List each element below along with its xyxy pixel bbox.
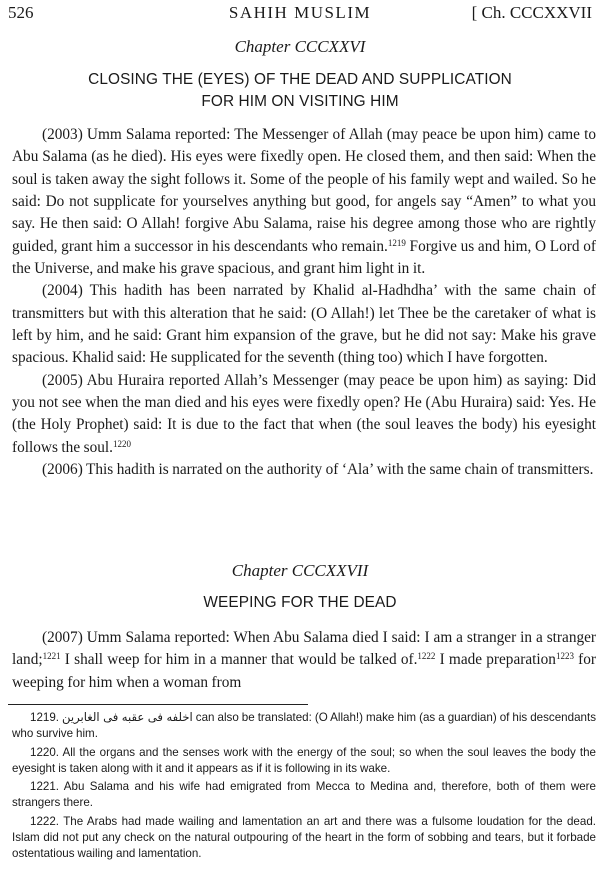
footnote-marker: 1222	[417, 651, 436, 662]
footnote-marker: 1223	[555, 651, 574, 662]
footnote: 1220. All the organs and the senses work with the energy of the soul; so when the soul leaves the body the eyesight is taken along with it and it appears as if it is following in its wake.	[12, 745, 596, 775]
paragraph-text: Forgive us and him, O Lord of the Universe, and make his grave spacious, and grant him light in it.	[12, 237, 597, 278]
paragraph-text: for weeping for him when a woman from	[12, 651, 596, 691]
paragraph-text: (2005) Abu Huraira reported Allah’s Messenger (may peace be upon him) as saying: Did you not see when the man died and his eyes were fixedly open? He (Abu Huraira) said: Yes. He (the Holy Prophet) said: It is due to the fact that when (the soul leaves the body) his eyesight follows the soul.	[12, 371, 596, 456]
footnotes	[12, 709, 596, 865]
footnote-divider	[8, 704, 308, 705]
paragraph-text: (2003) Umm Salama reported: The Messenger of Allah (may peace be upon him) came to Abu Salama (as he died). His eyes were fixedly open. He closed them, and then said: When the soul is taken away the sight follows it. Some of the people of his family wept and wailed. So he said: Do not supplicate for yourselves anything but good, for angels say “Amen” to what you say. He then said: O Allah! forgive Abu Salama, raise his degree among those who are rightly guided, grant him a successor in his descendants who remain.	[12, 126, 596, 255]
running-header	[8, 2, 592, 24]
hadith-paragraph: (2004) This hadith has been narrated by Khalid al-Hadhdha’ with the same chain of transmitters but with this alteration that he said: (O Allah!) let Thee be the caretaker of what is left by him, and he said: Grant him expansion of the grave, but he did not say: Make his grave spacious. Khalid said: He supplicated for the seventh (thing too) which I have forgotten.	[12, 282, 596, 367]
chapter-title: WEEPING FOR THE DEAD	[203, 594, 397, 611]
footnote	[12, 709, 596, 743]
book-title: SAHIH MUSLIM	[228, 3, 372, 22]
chapter-title-line: FOR HIM ON VISITING HIM	[201, 93, 399, 110]
hadith-paragraph	[12, 627, 596, 694]
paragraph-text: (2007) Umm Salama reported: When Abu Salama died I said: I am a stranger in a stranger land;	[12, 629, 596, 669]
footnote-marker: 1219	[387, 237, 406, 248]
footnote: 1222. The Arabs had made wailing and lamentation an art and there was a fulsome loudation for the dead. Islam did not put any check on the natural outpouring of the heart in the form of sobbing and tears, but it forbade ostentatious wailing and lamentation.	[12, 814, 596, 861]
footnote-marker: 1220	[112, 438, 131, 449]
chapter-title-line: CLOSING THE (EYES) OF THE DEAD AND SUPPLICATION	[88, 71, 512, 88]
hadith-paragraph	[12, 370, 596, 459]
chapter-title	[30, 69, 570, 113]
chapter-heading: Chapter CCCXXVII	[231, 561, 369, 580]
footnote-number: 1219.	[30, 711, 60, 724]
paragraph-text: I shall weep for him in a manner that would be talked of.	[60, 651, 418, 669]
footnote-marker: 1221	[42, 651, 61, 662]
chapter-body	[12, 124, 596, 482]
page-number: 526	[8, 3, 34, 22]
hadith-paragraph: (2006) This hadith is narrated on the authority of ‘Ala’ with the same chain of transmitters.	[42, 461, 594, 479]
hadith-paragraph	[12, 124, 596, 280]
footnote: 1221. Abu Salama and his wife had emigrated from Mecca to Medina and, therefore, both of them were strangers there.	[12, 780, 596, 810]
chapter-body	[12, 627, 596, 694]
chapter-heading: Chapter CCCXXVI	[234, 37, 366, 56]
footnote-text: can also be translated: (O Allah!) make him (as a guardian) of his descendants who survive him.	[12, 711, 596, 741]
chapter-reference: [ Ch. CCCXXVII	[471, 3, 592, 22]
arabic-phrase: اخلفه فى عقبه فى الغابرين	[62, 710, 193, 724]
paragraph-text: I made preparation	[435, 651, 556, 669]
